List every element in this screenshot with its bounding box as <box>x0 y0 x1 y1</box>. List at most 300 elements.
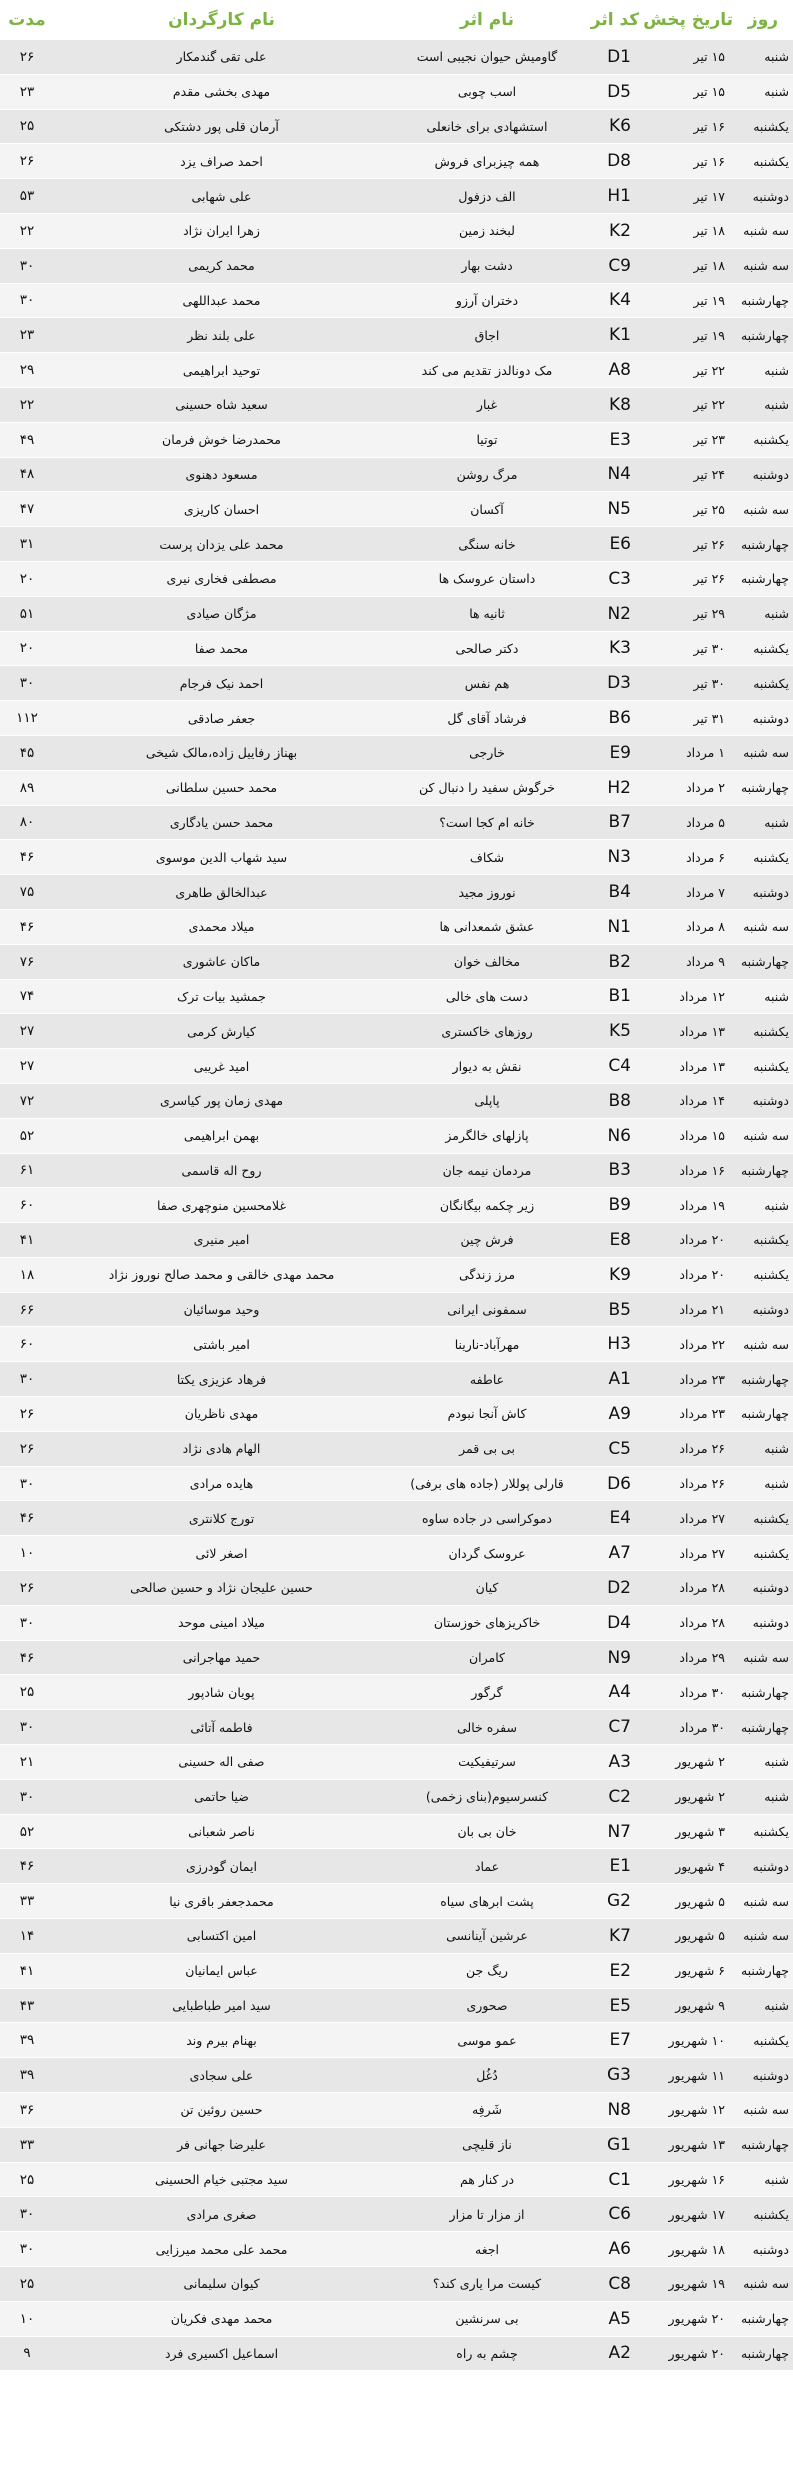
cell-date: ۴ شهریور <box>645 1849 733 1884</box>
cell-day: چهارشنبه <box>733 1397 793 1432</box>
cell-day: یکشنبه <box>733 1223 793 1258</box>
cell-date: ۳۰ مرداد <box>645 1675 733 1710</box>
header-duration[interactable]: مدت <box>0 0 54 40</box>
cell-duration: ۲۵ <box>0 1675 54 1710</box>
cell-date: ۱۹ مرداد <box>645 1188 733 1223</box>
cell-name: توتیا <box>389 422 585 457</box>
table-row[interactable] <box>0 2267 793 2302</box>
table-row[interactable] <box>0 979 793 1014</box>
cell-code <box>585 179 645 214</box>
cell-date: ۵ شهریور <box>645 1919 733 1954</box>
cell-duration: ۳۹ <box>0 2058 54 2093</box>
cell-director: حسین روئین تن <box>54 2093 389 2128</box>
cell-name: مهرآباد-نارینا <box>389 1327 585 1362</box>
cell-day: سه شنبه <box>733 1884 793 1919</box>
cell-duration: ۲۳ <box>0 318 54 353</box>
cell-duration: ۱۴ <box>0 1919 54 1954</box>
cell-duration: ۸۰ <box>0 805 54 840</box>
cell-director: محمد علی یزدان پرست <box>54 527 389 562</box>
cell-day: یکشنبه <box>733 144 793 179</box>
table-row[interactable] <box>0 875 793 910</box>
table-row[interactable] <box>0 1536 793 1571</box>
cell-director: حمید مهاجرانی <box>54 1640 389 1675</box>
cell-duration: ۲۶ <box>0 40 54 74</box>
cell-duration: ۶۰ <box>0 1188 54 1223</box>
cell-name: کیست مرا یاری کند؟ <box>389 2267 585 2302</box>
table-row[interactable] <box>0 2023 793 2058</box>
cell-code <box>585 74 645 109</box>
cell-code <box>585 735 645 770</box>
table-row[interactable] <box>0 1849 793 1884</box>
table-row[interactable] <box>0 1188 793 1223</box>
cell-name: مک دونالدز تقدیم می کند <box>389 353 585 388</box>
work-code: C6 <box>608 2204 631 2225</box>
table-row[interactable] <box>0 596 793 631</box>
cell-date: ۱۹ تیر <box>645 318 733 353</box>
table-row[interactable] <box>0 213 793 248</box>
table-row[interactable] <box>0 1675 793 1710</box>
table-row[interactable] <box>0 492 793 527</box>
cell-day: سه شنبه <box>733 2267 793 2302</box>
cell-director: فاطمه آتائی <box>54 1710 389 1745</box>
header-code[interactable]: کد اثر <box>585 0 645 40</box>
cell-duration: ۳۰ <box>0 1466 54 1501</box>
cell-director: ایمان گودرزی <box>54 1849 389 1884</box>
cell-day: چهارشنبه <box>733 1675 793 1710</box>
work-code: N5 <box>607 499 631 520</box>
cell-date: ۱۷ شهریور <box>645 2197 733 2232</box>
cell-director: سید شهاب الدین موسوی <box>54 840 389 875</box>
table-row[interactable] <box>0 144 793 179</box>
table-row[interactable] <box>0 561 793 596</box>
cell-director: عبدالخالق طاهری <box>54 875 389 910</box>
cell-code <box>585 1849 645 1884</box>
cell-code <box>585 527 645 562</box>
work-code: B2 <box>608 951 631 972</box>
table-row[interactable] <box>0 422 793 457</box>
table-row[interactable] <box>0 248 793 283</box>
work-code: D4 <box>607 1612 631 1633</box>
work-code: E5 <box>609 1995 631 2016</box>
table-row[interactable] <box>0 1431 793 1466</box>
cell-name: عرشین آینانسی <box>389 1919 585 1954</box>
cell-day: یکشنبه <box>733 1257 793 1292</box>
table-row[interactable] <box>0 1919 793 1954</box>
cell-code <box>585 109 645 144</box>
cell-duration: ۴۶ <box>0 1849 54 1884</box>
cell-name: خرگوش سفید را دنبال کن <box>389 770 585 805</box>
table-row[interactable] <box>0 1153 793 1188</box>
cell-date: ۵ مرداد <box>645 805 733 840</box>
cell-date: ۹ مرداد <box>645 944 733 979</box>
cell-director: سعید شاه حسینی <box>54 387 389 422</box>
table-row[interactable] <box>0 735 793 770</box>
cell-name: غبار <box>389 387 585 422</box>
cell-director: علی شهابی <box>54 179 389 214</box>
table-row[interactable] <box>0 318 793 353</box>
cell-director: محمدرضا خوش فرمان <box>54 422 389 457</box>
cell-day: چهارشنبه <box>733 527 793 562</box>
cell-day: چهارشنبه <box>733 1362 793 1397</box>
cell-name: اجاق <box>389 318 585 353</box>
cell-day: دوشنبه <box>733 457 793 492</box>
cell-duration: ۲۰ <box>0 561 54 596</box>
table-row[interactable] <box>0 770 793 805</box>
cell-duration: ۲۲ <box>0 387 54 422</box>
cell-date: ۳ شهریور <box>645 1814 733 1849</box>
work-code: K3 <box>609 638 631 659</box>
table-row[interactable] <box>0 1988 793 2023</box>
table-row[interactable] <box>0 1327 793 1362</box>
table-row[interactable] <box>0 1745 793 1780</box>
cell-code <box>585 1466 645 1501</box>
header-name[interactable]: نام اثر <box>389 0 585 40</box>
cell-code <box>585 1536 645 1571</box>
header-director[interactable]: نام کارگردان <box>54 0 389 40</box>
cell-duration: ۳۰ <box>0 1710 54 1745</box>
table-row[interactable] <box>0 1814 793 1849</box>
cell-name: دُغُل <box>389 2058 585 2093</box>
table-row[interactable] <box>0 353 793 388</box>
cell-day: یکشنبه <box>733 1049 793 1084</box>
cell-code <box>585 1919 645 1954</box>
work-code: K4 <box>609 290 631 311</box>
cell-day: سه شنبه <box>733 2093 793 2128</box>
cell-code <box>585 805 645 840</box>
cell-name: فرشاد آقای گل <box>389 701 585 736</box>
work-code: K2 <box>609 220 631 241</box>
cell-name: روزهای خاکستری <box>389 1014 585 1049</box>
cell-duration: ۴۶ <box>0 1501 54 1536</box>
cell-name: دکتر صالحی <box>389 631 585 666</box>
work-code: C1 <box>608 2169 631 2190</box>
table-row[interactable] <box>0 1501 793 1536</box>
cell-director: اصغر لائی <box>54 1536 389 1571</box>
table-row[interactable] <box>0 1640 793 1675</box>
work-code: C7 <box>608 1717 631 1738</box>
work-code: K7 <box>609 1925 631 1946</box>
cell-day: شنبه <box>733 805 793 840</box>
cell-name: کامران <box>389 1640 585 1675</box>
cell-director: محمد علی محمد میرزایی <box>54 2232 389 2267</box>
cell-date: ۲۰ شهریور <box>645 2301 733 2336</box>
cell-code <box>585 353 645 388</box>
table-row[interactable] <box>0 1466 793 1501</box>
cell-date: ۲۶ تیر <box>645 561 733 596</box>
cell-director: محمد صفا <box>54 631 389 666</box>
table-row[interactable] <box>0 666 793 701</box>
cell-date: ۲ شهریور <box>645 1779 733 1814</box>
cell-director: محمد عبداللهی <box>54 283 389 318</box>
cell-code <box>585 979 645 1014</box>
work-code: A8 <box>608 360 631 381</box>
work-code: N7 <box>607 1821 631 1842</box>
table-row[interactable] <box>0 179 793 214</box>
cell-day: دوشنبه <box>733 701 793 736</box>
cell-duration: ۷۴ <box>0 979 54 1014</box>
cell-day: چهارشنبه <box>733 944 793 979</box>
cell-day: یکشنبه <box>733 666 793 701</box>
table-row[interactable] <box>0 1605 793 1640</box>
work-code: G1 <box>607 2134 631 2155</box>
cell-name: سفره خالی <box>389 1710 585 1745</box>
cell-director: بهنام بیرم وند <box>54 2023 389 2058</box>
cell-code <box>585 1188 645 1223</box>
cell-director: فرهاد عزیزی یکتا <box>54 1362 389 1397</box>
cell-date: ۲ مرداد <box>645 770 733 805</box>
cell-duration: ۲۷ <box>0 1014 54 1049</box>
cell-name: لبخند زمین <box>389 213 585 248</box>
table-row[interactable] <box>0 2336 793 2371</box>
cell-director: صغری مرادی <box>54 2197 389 2232</box>
table-row[interactable] <box>0 944 793 979</box>
cell-duration: ۶۶ <box>0 1292 54 1327</box>
cell-code <box>585 1814 645 1849</box>
cell-name: عشق شمعدانی ها <box>389 909 585 944</box>
table-row[interactable] <box>0 527 793 562</box>
cell-date: ۶ شهریور <box>645 1953 733 1988</box>
work-code: D2 <box>607 1577 631 1598</box>
cell-day: شنبه <box>733 1466 793 1501</box>
cell-code <box>585 2023 645 2058</box>
cell-name: نوروز مجید <box>389 875 585 910</box>
table-row[interactable] <box>0 840 793 875</box>
cell-code <box>585 387 645 422</box>
cell-date: ۹ شهریور <box>645 1988 733 2023</box>
cell-date: ۲۴ تیر <box>645 457 733 492</box>
cell-code <box>585 2197 645 2232</box>
table-row[interactable] <box>0 40 793 74</box>
cell-name: آکسان <box>389 492 585 527</box>
table-row[interactable] <box>0 2162 793 2197</box>
table-body <box>0 40 793 2371</box>
work-code: K6 <box>609 116 631 137</box>
cell-date: ۱۵ مرداد <box>645 1118 733 1153</box>
cell-date: ۲۶ مرداد <box>645 1431 733 1466</box>
cell-code <box>585 2162 645 2197</box>
cell-name: دشت بهار <box>389 248 585 283</box>
cell-date: ۸ مرداد <box>645 909 733 944</box>
cell-day: دوشنبه <box>733 875 793 910</box>
cell-code <box>585 2127 645 2162</box>
cell-name: اسب چوبی <box>389 74 585 109</box>
cell-name: پاپلی <box>389 1083 585 1118</box>
cell-duration: ۳۰ <box>0 248 54 283</box>
table-row[interactable] <box>0 1083 793 1118</box>
table-row[interactable] <box>0 1118 793 1153</box>
cell-name: استشهادی برای خانعلی <box>389 109 585 144</box>
table-row[interactable] <box>0 2093 793 2128</box>
cell-duration: ۲۶ <box>0 1571 54 1606</box>
cell-duration: ۱۰ <box>0 1536 54 1571</box>
cell-day: دوشنبه <box>733 1849 793 1884</box>
header-date[interactable]: تاریخ پخش <box>645 0 733 40</box>
work-code: D6 <box>607 1473 631 1494</box>
cell-day: شنبه <box>733 2162 793 2197</box>
cell-name: سرتیفیکیت <box>389 1745 585 1780</box>
cell-code <box>585 248 645 283</box>
cell-day: یکشنبه <box>733 109 793 144</box>
cell-date: ۲۶ تیر <box>645 527 733 562</box>
cell-director: وحید موسائیان <box>54 1292 389 1327</box>
work-code: E1 <box>609 1856 631 1877</box>
table-row[interactable] <box>0 631 793 666</box>
cell-duration: ۲۶ <box>0 1397 54 1432</box>
cell-day: دوشنبه <box>733 2058 793 2093</box>
table-row[interactable] <box>0 283 793 318</box>
table-row[interactable] <box>0 1710 793 1745</box>
work-code: H2 <box>607 777 631 798</box>
table-row[interactable] <box>0 1571 793 1606</box>
cell-name: مخالف خوان <box>389 944 585 979</box>
table-row[interactable] <box>0 74 793 109</box>
cell-day: شنبه <box>733 40 793 74</box>
cell-name: از مزار تا مزار <box>389 2197 585 2232</box>
work-code: E4 <box>609 1508 631 1529</box>
cell-date: ۲۳ مرداد <box>645 1397 733 1432</box>
work-code: D8 <box>607 151 631 172</box>
cell-code <box>585 1501 645 1536</box>
cell-code <box>585 1988 645 2023</box>
work-code: D5 <box>607 81 631 102</box>
cell-name: الف دزفول <box>389 179 585 214</box>
table-row[interactable] <box>0 909 793 944</box>
cell-code <box>585 1257 645 1292</box>
cell-code <box>585 909 645 944</box>
work-code: K1 <box>609 325 631 346</box>
work-code: E7 <box>609 2030 631 2051</box>
table-row[interactable] <box>0 1362 793 1397</box>
cell-duration: ۲۵ <box>0 2267 54 2302</box>
table-row[interactable] <box>0 1884 793 1919</box>
table-row[interactable] <box>0 2301 793 2336</box>
cell-day: چهارشنبه <box>733 2336 793 2371</box>
cell-day: دوشنبه <box>733 1292 793 1327</box>
table-row[interactable] <box>0 2058 793 2093</box>
work-code: H3 <box>607 1334 631 1355</box>
cell-director: حسین علیجان نژاد و حسین صالحی <box>54 1571 389 1606</box>
cell-name: پازلهای خالگرمز <box>389 1118 585 1153</box>
cell-code <box>585 561 645 596</box>
cell-name: پشت ابرهای سیاه <box>389 1884 585 1919</box>
cell-director: امیر منیری <box>54 1223 389 1258</box>
table-row[interactable] <box>0 2232 793 2267</box>
cell-name: داستان عروسک ها <box>389 561 585 596</box>
cell-date: ۱۶ تیر <box>645 144 733 179</box>
table-row[interactable] <box>0 109 793 144</box>
cell-code <box>585 2336 645 2371</box>
cell-code <box>585 40 645 74</box>
work-code: A6 <box>608 2239 631 2260</box>
work-code: G2 <box>607 1891 631 1912</box>
cell-name: دست های خالی <box>389 979 585 1014</box>
cell-duration: ۴۶ <box>0 1640 54 1675</box>
work-code: B5 <box>608 1299 631 1320</box>
cell-day: سه شنبه <box>733 1640 793 1675</box>
cell-code <box>585 701 645 736</box>
cell-date: ۲۱ مرداد <box>645 1292 733 1327</box>
cell-director: مهدی ناظریان <box>54 1397 389 1432</box>
work-code: C4 <box>608 1056 631 1076</box>
cell-code <box>585 213 645 248</box>
cell-director: محمد حسین سلطانی <box>54 770 389 805</box>
table-row[interactable] <box>0 1779 793 1814</box>
cell-code <box>585 2232 645 2267</box>
cell-date: ۲۲ مرداد <box>645 1327 733 1362</box>
table-row[interactable] <box>0 1049 793 1084</box>
cell-day: یکشنبه <box>733 1536 793 1571</box>
cell-director: ضیا حاتمی <box>54 1779 389 1814</box>
cell-name: صحوری <box>389 1988 585 2023</box>
cell-code <box>585 596 645 631</box>
cell-director: جعفر صادقی <box>54 701 389 736</box>
cell-duration: ۲۶ <box>0 144 54 179</box>
cell-name: خارجی <box>389 735 585 770</box>
cell-director: عباس ایمانیان <box>54 1953 389 1988</box>
cell-name: گرگور <box>389 1675 585 1710</box>
cell-date: ۲۰ شهریور <box>645 2336 733 2371</box>
cell-duration: ۲۱ <box>0 1745 54 1780</box>
cell-name: دموکراسی در جاده ساوه <box>389 1501 585 1536</box>
work-code: A9 <box>608 1403 631 1424</box>
cell-director: محمد مهدی خالقی و محمد صالح نوروز نژاد <box>54 1257 389 1292</box>
cell-name: همه چیزبرای فروش <box>389 144 585 179</box>
table-row[interactable] <box>0 1953 793 1988</box>
header-day[interactable]: روز <box>733 0 793 40</box>
cell-code <box>585 318 645 353</box>
cell-director: محمد حسن یادگاری <box>54 805 389 840</box>
table-row[interactable] <box>0 1223 793 1258</box>
header-row <box>0 0 793 40</box>
cell-duration: ۲۲ <box>0 213 54 248</box>
cell-code <box>585 631 645 666</box>
table-row[interactable] <box>0 457 793 492</box>
table-row[interactable] <box>0 2127 793 2162</box>
cell-name: کاش آنجا نبودم <box>389 1397 585 1432</box>
cell-date: ۲۸ مرداد <box>645 1571 733 1606</box>
cell-duration: ۳۱ <box>0 527 54 562</box>
work-code: G3 <box>607 2065 631 2086</box>
table-row[interactable] <box>0 805 793 840</box>
table-row[interactable] <box>0 1014 793 1049</box>
cell-date: ۲۸ مرداد <box>645 1605 733 1640</box>
cell-name: عماد <box>389 1849 585 1884</box>
cell-director: الهام هادی نژاد <box>54 1431 389 1466</box>
cell-name: هم نفس <box>389 666 585 701</box>
table-row[interactable] <box>0 1397 793 1432</box>
cell-duration: ۲۵ <box>0 109 54 144</box>
cell-day: یکشنبه <box>733 1014 793 1049</box>
cell-date: ۲۹ تیر <box>645 596 733 631</box>
cell-duration: ۹ <box>0 2336 54 2371</box>
table-row[interactable] <box>0 2197 793 2232</box>
cell-duration: ۱۸ <box>0 1257 54 1292</box>
work-code: N6 <box>607 1125 631 1146</box>
cell-duration: ۳۰ <box>0 2197 54 2232</box>
work-code: B3 <box>608 1160 631 1181</box>
cell-director: اسماعیل اکسیری فرد <box>54 2336 389 2371</box>
cell-code <box>585 1710 645 1745</box>
cell-date: ۱۶ تیر <box>645 109 733 144</box>
table-row[interactable] <box>0 1257 793 1292</box>
table-row[interactable] <box>0 701 793 736</box>
table-row[interactable] <box>0 387 793 422</box>
cell-director: تورج کلانتری <box>54 1501 389 1536</box>
work-code: N9 <box>607 1647 631 1668</box>
table-row[interactable] <box>0 1292 793 1327</box>
cell-name: زیر چکمه بیگانگان <box>389 1188 585 1223</box>
cell-director: مسعود دهنوی <box>54 457 389 492</box>
